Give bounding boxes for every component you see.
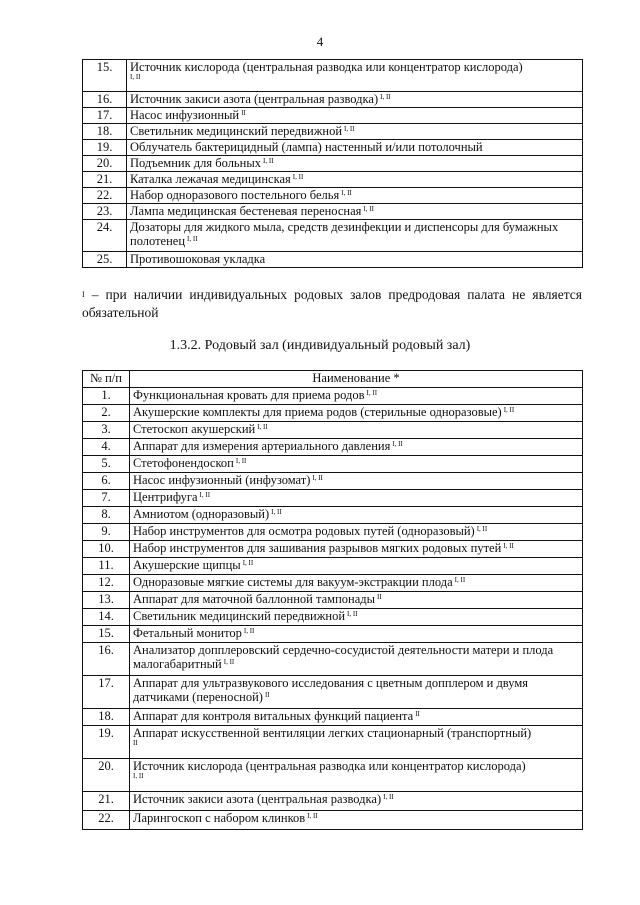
row-name-cell — [127, 172, 583, 188]
requirement-mark: I, II — [312, 474, 323, 482]
row-name: Источник закиси азота (центральная разводка) — [130, 92, 379, 106]
requirement-mark: I, II — [262, 157, 274, 165]
table-row — [83, 204, 583, 220]
table-row — [83, 726, 583, 759]
table-row — [83, 709, 583, 726]
section-title: 1.3.2. Родовый зал (индивидуальный родовый зал) — [169, 338, 471, 353]
row-name: Акушерские комплекты для приема родов (стерильные одноразовые) — [133, 405, 502, 419]
row-name: Облучатель бактерицидный (лампа) настенный и/или потолочный — [130, 140, 483, 154]
table-header-row — [83, 371, 583, 388]
row-number: 17. — [83, 676, 130, 709]
table-row — [83, 759, 583, 792]
header-num: № п/п — [83, 371, 130, 388]
row-number: 11. — [83, 558, 130, 575]
row-name: Подъемник для больных — [130, 156, 261, 170]
row-number: 22. — [83, 811, 130, 830]
row-name-cell — [130, 811, 583, 830]
row-name: Стетоскоп акушерский — [133, 422, 256, 436]
row-name-cell — [130, 676, 583, 709]
row-number: 21. — [83, 792, 130, 811]
row-number: 21. — [83, 172, 127, 188]
table-row — [83, 609, 583, 626]
table-row — [83, 439, 583, 456]
row-name: Одноразовые мягкие системы для вакуум-экстракции плода — [133, 575, 453, 589]
row-name-cell — [130, 759, 583, 792]
requirement-mark: I, II — [503, 542, 514, 550]
requirement-mark: II — [415, 710, 420, 718]
requirement-mark: I, II — [307, 812, 318, 820]
row-number: 16. — [83, 643, 130, 676]
row-name-cell — [130, 524, 583, 541]
row-number: 17. — [83, 108, 127, 124]
requirement-mark: II — [264, 691, 270, 699]
row-name: Противошоковая укладка — [130, 252, 266, 266]
row-name-cell — [127, 188, 583, 204]
row-name: Набор инструментов для осмотра родовых путей (одноразовый) — [133, 524, 475, 538]
row-number: 3. — [83, 422, 130, 439]
table-row — [83, 643, 583, 676]
row-name: Акушерские щипцы — [133, 558, 241, 572]
row-name-cell — [130, 490, 583, 507]
row-number: 9. — [83, 524, 130, 541]
table-row — [83, 108, 583, 124]
delivery-room-equipment-table — [82, 370, 583, 830]
table-row — [83, 92, 583, 108]
row-name: Источник закиси азота (центральная разводка) — [133, 792, 382, 806]
row-name-cell — [130, 643, 583, 676]
table-row — [83, 220, 583, 252]
row-name: Насос инфузионный — [130, 108, 240, 122]
table-row — [83, 558, 583, 575]
row-name-cell — [130, 439, 583, 456]
row-number: 15. — [83, 626, 130, 643]
requirement-mark: I, II — [242, 559, 254, 567]
requirement-mark: I, II — [187, 235, 198, 243]
equipment-table-continued — [82, 59, 583, 268]
row-number: 18. — [83, 124, 127, 140]
row-name-cell — [130, 541, 583, 558]
row-name-cell — [127, 124, 583, 140]
requirement-mark: I, II — [503, 406, 515, 414]
row-number: 23. — [83, 204, 127, 220]
row-name-cell — [127, 108, 583, 124]
requirement-mark: I, II — [454, 576, 466, 584]
table-row — [83, 575, 583, 592]
requirement-mark: I, II — [383, 793, 394, 801]
row-name: Анализатор допплеровский сердечно-сосудистой деятельности матери и плода малогабаритный — [133, 643, 554, 671]
table-row — [83, 473, 583, 490]
row-name-cell — [127, 220, 583, 252]
requirement-mark: I, II — [380, 93, 391, 101]
row-name: Аппарат для измерения артериального давления — [133, 439, 391, 453]
row-name: Аппарат искусственной вентиляции легких стационарный (транспортный) — [133, 726, 532, 740]
footnote-mark: I — [82, 290, 85, 299]
footnote-text: – при наличии индивидуальных родовых залов предродовая палата не является обязательной — [82, 287, 582, 320]
row-name: Дозаторы для жидкого мыла, средств дезинфекции и диспенсоры для бумажных полотенец — [130, 220, 559, 248]
table-row — [83, 140, 583, 156]
table-row — [83, 252, 583, 268]
requirement-mark: I, II — [292, 173, 304, 181]
row-name-cell — [130, 473, 583, 490]
row-name-cell — [130, 726, 583, 759]
requirement-mark: I, II — [133, 772, 144, 780]
requirement-mark: I, II — [130, 73, 141, 81]
requirement-mark: I, II — [366, 389, 378, 397]
row-name-cell — [130, 709, 583, 726]
row-name-cell — [130, 626, 583, 643]
row-number: 16. — [83, 92, 127, 108]
page-number: 4 — [316, 34, 324, 49]
row-number: 5. — [83, 456, 130, 473]
table-row — [83, 188, 583, 204]
row-name-cell — [130, 422, 583, 439]
header-name: Наименование * — [130, 371, 583, 388]
row-number: 2. — [83, 405, 130, 422]
table-row — [83, 60, 583, 92]
table-row — [83, 124, 583, 140]
row-name: Аппарат для контроля витальных функций пациента — [133, 709, 414, 723]
table-row — [83, 507, 583, 524]
row-number: 10. — [83, 541, 130, 558]
row-number: 25. — [83, 252, 127, 268]
row-name: Амниотом (одноразовый) — [133, 507, 270, 521]
row-name: Каталка лежачая медицинская — [130, 172, 291, 186]
requirement-mark: I, II — [476, 525, 488, 533]
row-name-cell — [127, 252, 583, 268]
requirement-mark: II — [133, 739, 138, 747]
row-name: Набор инструментов для зашивания разрывов мягких родовых путей — [133, 541, 502, 555]
row-name-cell — [130, 388, 583, 405]
row-name-cell — [130, 592, 583, 609]
requirement-mark: I, II — [235, 457, 247, 465]
row-name-cell — [130, 456, 583, 473]
row-number: 1. — [83, 388, 130, 405]
row-name-cell — [130, 609, 583, 626]
row-name-cell — [130, 558, 583, 575]
row-name: Насос инфузионный (инфузомат) — [133, 473, 311, 487]
row-number: 13. — [83, 592, 130, 609]
table-row — [83, 490, 583, 507]
row-name: Стетофонендоскоп — [133, 456, 234, 470]
table-row — [83, 388, 583, 405]
table-row — [83, 405, 583, 422]
row-name: Светильник медицинский передвижной — [130, 124, 343, 138]
row-name: Аппарат для ультразвукового исследования с цветным допплером и двумя датчиками (переносной) — [133, 676, 529, 704]
table-row — [83, 541, 583, 558]
table-row — [83, 156, 583, 172]
requirement-mark: I, II — [341, 189, 352, 197]
requirement-mark: II — [241, 109, 246, 117]
requirement-mark: I, II — [243, 627, 255, 635]
row-number: 4. — [83, 439, 130, 456]
row-number: 7. — [83, 490, 130, 507]
row-name-cell — [127, 140, 583, 156]
table-row — [83, 676, 583, 709]
row-name: Источник кислорода (центральная разводка или концентратор кислорода) — [133, 759, 526, 773]
row-name: Ларингоскоп с набором клинков — [133, 811, 306, 825]
requirement-mark: I, II — [363, 205, 374, 213]
row-name-cell — [127, 92, 583, 108]
row-number: 14. — [83, 609, 130, 626]
requirement-mark: I, II — [257, 423, 268, 431]
table-row — [83, 422, 583, 439]
table-row — [83, 592, 583, 609]
row-name: Функциональная кровать для приема родов — [133, 388, 365, 402]
row-number: 19. — [83, 140, 127, 156]
row-number: 15. — [83, 60, 127, 92]
requirement-mark: I, II — [271, 508, 282, 516]
row-name-cell — [130, 507, 583, 524]
row-number: 20. — [83, 156, 127, 172]
table-row — [83, 792, 583, 811]
row-number: 20. — [83, 759, 130, 792]
row-name: Набор одноразового постельного белья — [130, 188, 340, 202]
row-name-cell — [127, 156, 583, 172]
requirement-mark: II — [377, 593, 382, 601]
row-number: 24. — [83, 220, 127, 252]
footnote — [82, 286, 582, 322]
row-name-cell — [130, 405, 583, 422]
row-name: Аппарат для маточной баллонной тампонады — [133, 592, 375, 606]
row-name: Центрифуга — [133, 490, 198, 504]
requirement-mark: I, II — [199, 491, 211, 499]
table-row — [83, 456, 583, 473]
table-row — [83, 524, 583, 541]
row-number: 8. — [83, 507, 130, 524]
row-name: Светильник медицинский передвижной — [133, 609, 346, 623]
row-number: 6. — [83, 473, 130, 490]
row-name: Фетальный монитор — [133, 626, 242, 640]
table-row — [83, 626, 583, 643]
requirement-mark: I, II — [392, 440, 403, 448]
requirement-mark: I, II — [223, 658, 235, 666]
row-name: Лампа медицинская бестеневая переносная — [130, 204, 362, 218]
row-number: 22. — [83, 188, 127, 204]
row-number: 12. — [83, 575, 130, 592]
table-row — [83, 172, 583, 188]
row-name-cell — [130, 575, 583, 592]
row-name-cell — [127, 204, 583, 220]
table-row — [83, 811, 583, 830]
row-number: 18. — [83, 709, 130, 726]
requirement-mark: I, II — [344, 125, 355, 133]
row-number: 19. — [83, 726, 130, 759]
row-name-cell — [130, 792, 583, 811]
requirement-mark: I, II — [347, 610, 358, 618]
row-name-cell — [127, 60, 583, 92]
row-name: Источник кислорода (центральная разводка или концентратор кислорода) — [130, 60, 523, 74]
